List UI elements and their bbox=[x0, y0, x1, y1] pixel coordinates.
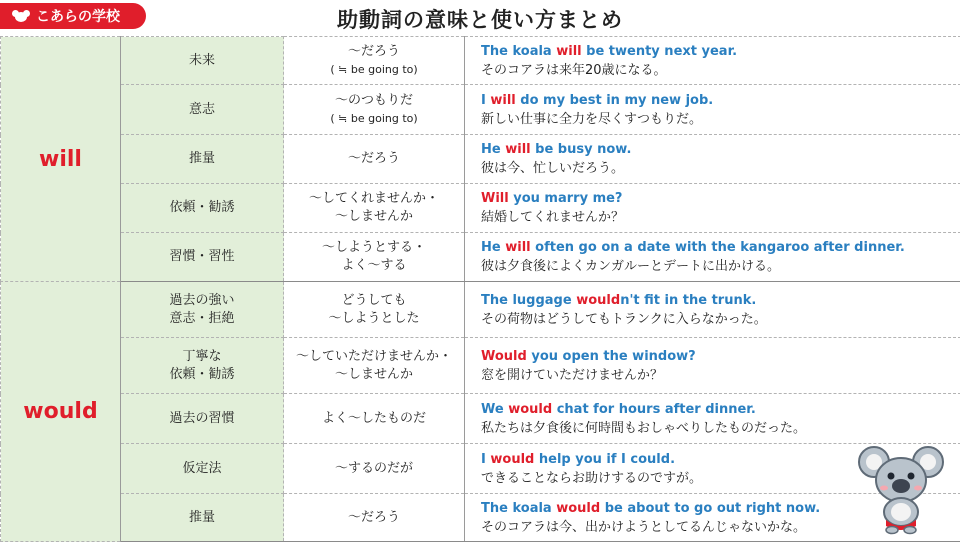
meaning-cell: ～しようとする・ よく～する bbox=[284, 233, 465, 282]
example-cell bbox=[465, 394, 960, 444]
usage-cell: 習慣・習性 bbox=[121, 233, 284, 282]
example-japanese: その荷物はどうしてもトランクに入らなかった。 bbox=[481, 310, 960, 329]
table-row bbox=[1, 282, 960, 338]
meaning-cell: ～だろう bbox=[284, 494, 465, 542]
modal-highlight: would bbox=[556, 501, 600, 516]
example-cell bbox=[465, 135, 960, 184]
usage-cell: 丁寧な 依頼・勧誘 bbox=[121, 338, 284, 394]
meaning-cell: ～するのだが bbox=[284, 444, 465, 494]
example-english: The koala would be about to go out right now. bbox=[481, 499, 960, 518]
example-japanese: 彼は夕食後によくカンガルーとデートに出かける。 bbox=[481, 257, 960, 276]
table-row bbox=[1, 338, 960, 394]
usage-cell: 過去の強い 意志・拒絶 bbox=[121, 282, 284, 338]
example-japanese: そのコアラは来年20歳になる。 bbox=[481, 61, 960, 80]
page-title: 助動詞の意味と使い方まとめ bbox=[0, 4, 960, 34]
koala-mascot bbox=[858, 440, 944, 536]
modal-highlight: will bbox=[556, 44, 581, 59]
example-english: I will do my best in my new job. bbox=[481, 91, 960, 110]
modal-cell: would bbox=[1, 282, 121, 542]
table-row bbox=[1, 85, 960, 135]
example-japanese: 彼は今、忙しいだろう。 bbox=[481, 159, 960, 178]
table-row bbox=[1, 444, 960, 494]
example-english: He will be busy now. bbox=[481, 140, 960, 159]
meaning-cell: ～のつもりだ ( ≒ be going to) bbox=[284, 85, 465, 135]
example-japanese: 結婚してくれませんか？ bbox=[481, 208, 960, 227]
example-cell bbox=[465, 233, 960, 282]
modal-highlight: Will bbox=[481, 191, 509, 206]
example-english: The luggage wouldn't fit in the trunk. bbox=[481, 291, 960, 310]
example-japanese: 新しい仕事に全力を尽くすつもりだ。 bbox=[481, 110, 960, 129]
table-row bbox=[1, 394, 960, 444]
table-row bbox=[1, 494, 960, 542]
example-english: I would help you if I could. bbox=[481, 450, 960, 469]
meaning-cell: ～だろう ( ≒ be going to) bbox=[284, 37, 465, 85]
example-english: He will often go on a date with the kangaroo after dinner. bbox=[481, 238, 960, 257]
meaning-cell: よく～したものだ bbox=[284, 394, 465, 444]
modal-highlight: would bbox=[508, 402, 552, 417]
example-english: Would you open the window? bbox=[481, 347, 960, 366]
usage-cell: 未来 bbox=[121, 37, 284, 85]
usage-cell: 仮定法 bbox=[121, 444, 284, 494]
modal-highlight: will bbox=[505, 142, 530, 157]
meaning-cell: ～だろう bbox=[284, 135, 465, 184]
modal-highlight: Would bbox=[481, 349, 527, 364]
example-cell bbox=[465, 282, 960, 338]
example-english: We would chat for hours after dinner. bbox=[481, 400, 960, 419]
example-japanese: そのコアラは今、出かけようとしてるんじゃないかな。 bbox=[481, 518, 960, 537]
modal-highlight: will bbox=[490, 93, 515, 108]
example-english: Will you marry me? bbox=[481, 189, 960, 208]
table-row bbox=[1, 135, 960, 184]
example-cell bbox=[465, 184, 960, 233]
meaning-cell: どうしても ～しようとした bbox=[284, 282, 465, 338]
table-row bbox=[1, 184, 960, 233]
example-japanese: できることならお助けするのですが。 bbox=[481, 469, 960, 488]
modal-highlight: would bbox=[576, 293, 620, 308]
usage-cell: 推量 bbox=[121, 135, 284, 184]
modal-highlight: will bbox=[505, 240, 530, 255]
example-japanese: 窓を開けていただけませんか？ bbox=[481, 366, 960, 385]
meaning-cell: ～していただけませんか・ ～しませんか bbox=[284, 338, 465, 394]
example-english: The koala will be twenty next year. bbox=[481, 42, 960, 61]
usage-cell: 過去の習慣 bbox=[121, 394, 284, 444]
example-cell bbox=[465, 85, 960, 135]
usage-cell: 依頼・勧誘 bbox=[121, 184, 284, 233]
usage-cell: 意志 bbox=[121, 85, 284, 135]
example-cell bbox=[465, 37, 960, 85]
meaning-cell: ～してくれませんか・ ～しませんか bbox=[284, 184, 465, 233]
example-cell bbox=[465, 338, 960, 394]
modal-table bbox=[0, 36, 960, 542]
example-japanese: 私たちは夕食後に何時間もおしゃべりしたものだった。 bbox=[481, 419, 960, 438]
table-row bbox=[1, 233, 960, 282]
modal-cell: will bbox=[1, 37, 121, 282]
header bbox=[0, 0, 960, 36]
brand-name: こあらの学校 bbox=[36, 6, 120, 26]
modal-highlight: would bbox=[490, 452, 534, 467]
table-row bbox=[1, 37, 960, 85]
usage-cell: 推量 bbox=[121, 494, 284, 542]
